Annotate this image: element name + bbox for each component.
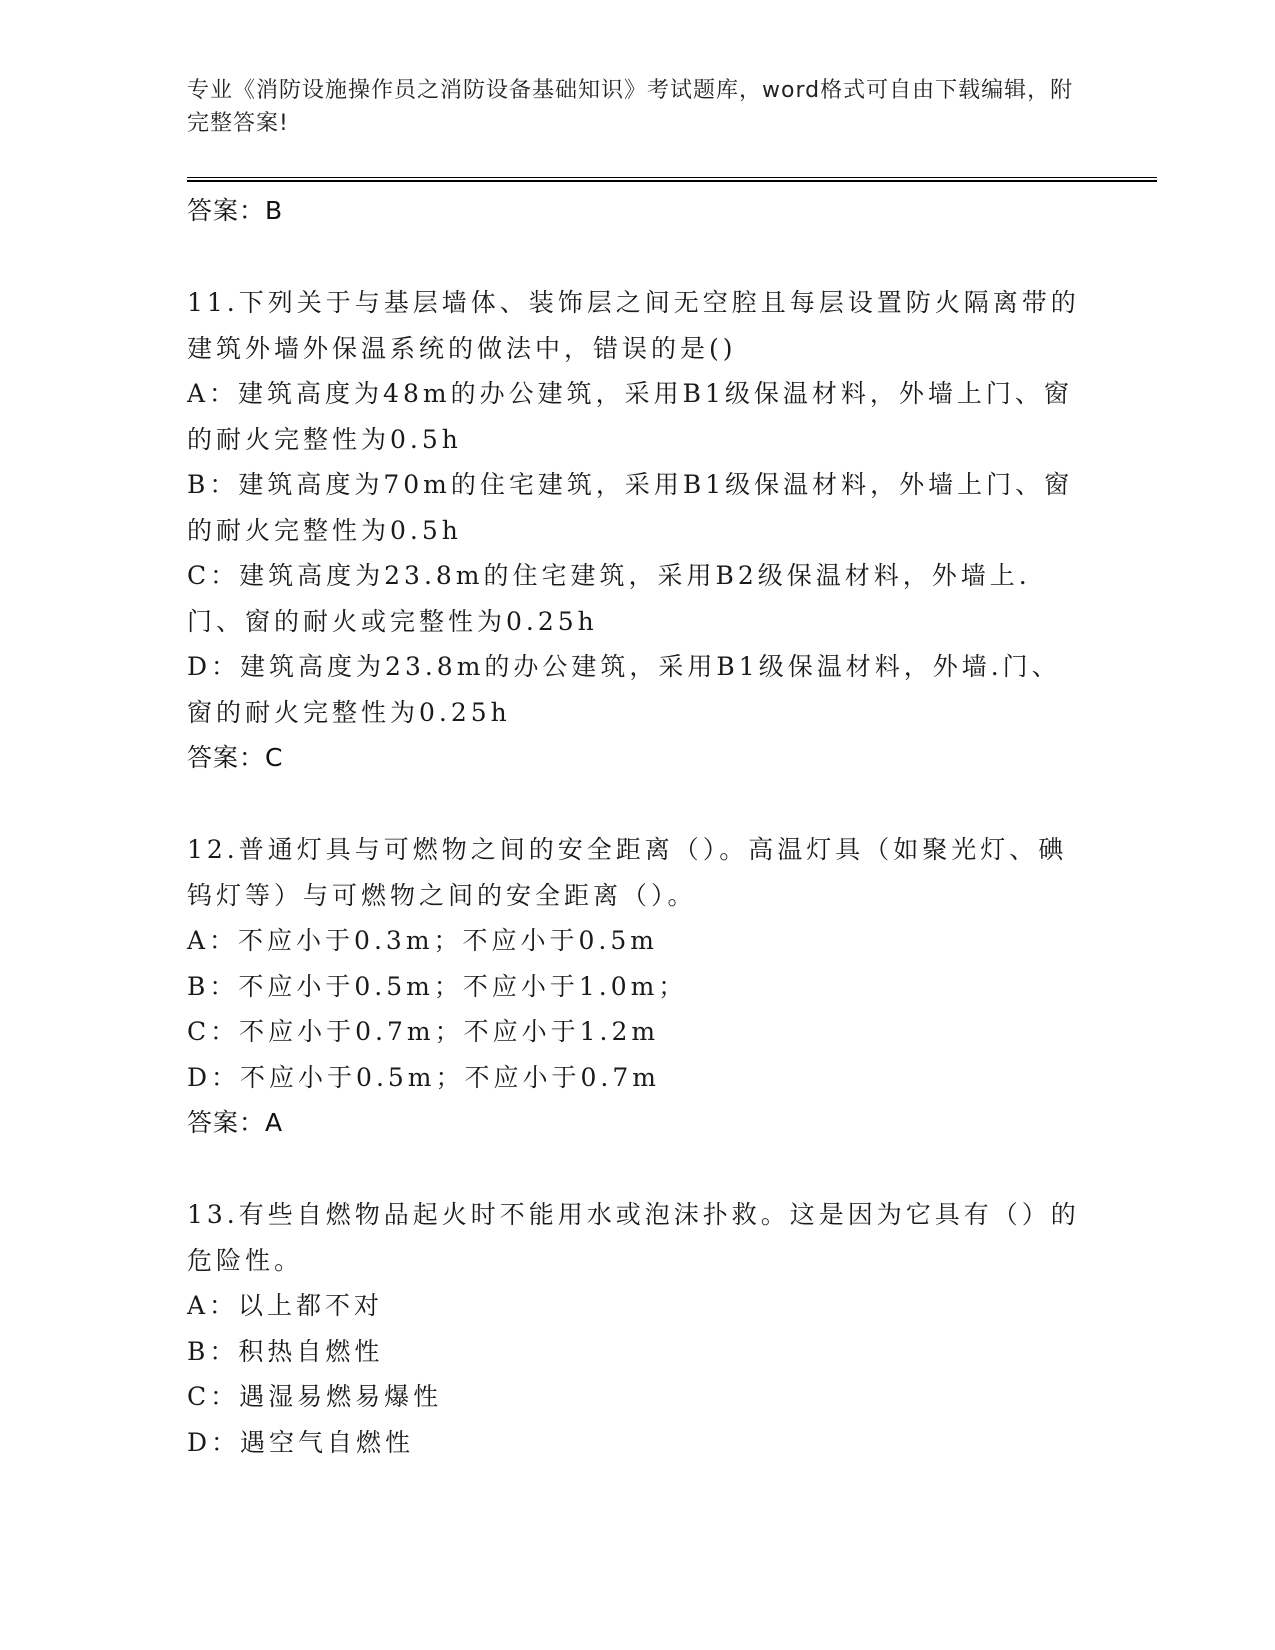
option-a: A：不应小于0.3m；不应小于0.5m: [187, 926, 658, 955]
option-c: C：不应小于0.7m；不应小于1.2m: [187, 1017, 660, 1046]
option-d: D：遇空气自燃性: [187, 1427, 415, 1457]
option-d: D：不应小于0.5m；不应小于0.7m: [187, 1062, 660, 1092]
header-divider-thin: [187, 177, 1157, 178]
option-c: C：遇湿易燃易爆性: [187, 1382, 443, 1411]
question-text: 11.下列关于与基层墙体、装饰层之间无空腔且每层设置防火隔离带的建筑外墙外保温系统的做法中，错误的是(): [187, 288, 1080, 363]
answer-line: 答案：C: [187, 743, 284, 772]
option-d: D：建筑高度为23.8m的办公建筑，采用B1级保温材料，外墙.门、窗的耐火完整性为0.25h: [187, 652, 1061, 727]
header-text: 专业《消防设施操作员之消防设备基础知识》考试题库，word格式可自由下载编辑，附完整答案!: [187, 78, 1074, 136]
option-b: B：积热自燃性: [187, 1336, 384, 1366]
question-text: 13.有些自燃物品起火时不能用水或泡沫扑救。这是因为它具有（）的危险性。: [187, 1200, 1080, 1275]
question-12: [187, 827, 1087, 1145]
option-a: A：以上都不对: [187, 1291, 384, 1320]
question-13: [187, 1192, 1087, 1465]
option-a: A：建筑高度为48m的办公建筑，采用B1级保温材料，外墙上门、窗的耐火完整性为0.5h: [187, 379, 1073, 454]
document-header: [187, 74, 1087, 140]
header-divider-thick: [187, 180, 1157, 182]
option-c: C：建筑高度为23.8m的住宅建筑，采用B2级保温材料，外墙上.门、窗的耐火或完整性为0.25h: [187, 561, 1031, 636]
document-body: [187, 188, 1087, 1465]
answer-line: 答案：A: [187, 1108, 284, 1137]
previous-answer: 答案：B: [187, 196, 284, 225]
option-b: B：建筑高度为70m的住宅建筑，采用B1级保温材料，外墙上门、窗的耐火完整性为0.5h: [187, 470, 1074, 545]
question-11: [187, 280, 1087, 780]
option-b: B：不应小于0.5m；不应小于1.0m；: [187, 971, 688, 1001]
question-text: 12.普通灯具与可燃物之间的安全距离（）。高温灯具（如聚光灯、碘钨灯等）与可燃物之间的安全距离（）。: [187, 835, 1068, 910]
